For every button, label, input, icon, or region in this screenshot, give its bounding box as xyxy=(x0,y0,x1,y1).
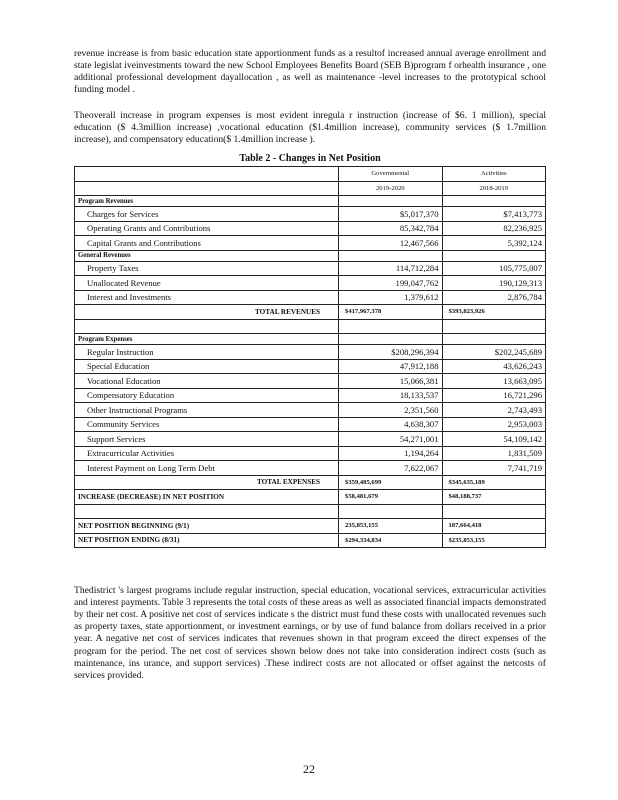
total-expenses-2019-2020: $359,485,699 xyxy=(339,475,442,490)
net-position-beginning-2019-2020: 235,853,155 xyxy=(339,519,442,534)
row-label: Extracurricular Activities xyxy=(75,446,339,461)
page-number: 22 xyxy=(303,762,315,776)
row-value-2018-2019: 2,743,493 xyxy=(442,403,546,418)
net-position-ending-2019-2020: $294,334,834 xyxy=(339,533,442,548)
row-label: Support Services xyxy=(75,432,339,447)
total-revenues-label: TOTAL REVENUES xyxy=(75,305,339,320)
row-value-2018-2019: 1,831,509 xyxy=(442,446,546,461)
section-program-expenses xyxy=(75,334,546,345)
total-expenses-row xyxy=(75,475,546,490)
section-label: Program Expenses xyxy=(75,334,339,345)
row-label: Capital Grants and Contributions xyxy=(75,236,339,251)
row-label: Charges for Services xyxy=(75,207,339,222)
table-row xyxy=(75,221,546,236)
row-value-2019-2020: 85,342,784 xyxy=(339,221,442,236)
row-label: Unallocated Revenue xyxy=(75,276,339,291)
row-value-2018-2019: 105,775,007 xyxy=(442,261,546,276)
row-label: Community Services xyxy=(75,417,339,432)
increase-row xyxy=(75,490,546,505)
row-label: Interest Payment on Long Term Debt xyxy=(75,461,339,476)
total-revenues-2019-2020: $417,967,378 xyxy=(339,305,442,320)
table-year-row xyxy=(75,181,546,196)
table-header-row xyxy=(75,167,546,182)
row-value-2018-2019: $7,413,773 xyxy=(442,207,546,222)
total-expenses-label: TOTAL EXPENSES xyxy=(75,475,339,490)
increase-label: INCREASE (DECREASE) IN NET POSITION xyxy=(75,490,339,505)
row-value-2019-2020: 7,622,067 xyxy=(339,461,442,476)
table-row xyxy=(75,290,546,305)
row-value-2018-2019: $202,245,689 xyxy=(442,345,546,360)
table-row xyxy=(75,417,546,432)
row-value-2018-2019: 43,626,243 xyxy=(442,359,546,374)
net-position-ending-2018-2019: $235,853,155 xyxy=(442,533,546,548)
increase-2018-2019: $48,188,737 xyxy=(442,490,546,505)
table-row xyxy=(75,359,546,374)
net-position-ending-row xyxy=(75,533,546,548)
row-value-2018-2019: 82,236,925 xyxy=(442,221,546,236)
table-row xyxy=(75,236,546,251)
spacer-row xyxy=(75,319,546,334)
row-value-2019-2020: 1,194,264 xyxy=(339,446,442,461)
header-blank xyxy=(75,167,339,182)
table-row xyxy=(75,446,546,461)
net-position-ending-label: NET POSITION ENDING (8/31) xyxy=(75,533,339,548)
row-label: Other Instructional Programs xyxy=(75,403,339,418)
table-row xyxy=(75,374,546,389)
row-value-2019-2020: $208,296,394 xyxy=(339,345,442,360)
row-value-2019-2020: 2,351,560 xyxy=(339,403,442,418)
table-row xyxy=(75,432,546,447)
row-value-2019-2020: 114,712,284 xyxy=(339,261,442,276)
intro-paragraph: revenue increase is from basic education state apportionment funds as a resultof increased annual average enrollment and state legislat iveinvestments toward the new School Employees Benefits Board (SEB B)program f orhealth insurance , one additional professional development dayallocation , as well as maintenance -level increases to the prototypical school funding model . xyxy=(74,47,546,96)
table-row xyxy=(75,276,546,291)
total-revenues-2018-2019: $393,823,926 xyxy=(442,305,546,320)
spacer-row xyxy=(75,504,546,519)
program-revenues-rows xyxy=(75,207,546,251)
row-label: Regular Instruction xyxy=(75,345,339,360)
table-row xyxy=(75,388,546,403)
net-position-table xyxy=(74,166,546,548)
row-value-2019-2020: $5,017,370 xyxy=(339,207,442,222)
table-row xyxy=(75,207,546,222)
table-row xyxy=(75,261,546,276)
program-expenses-paragraph: Theoverall increase in program expenses is most evident inregula r instruction (increase of $6. 1 million), special education ($ 4.3million increase) ,vocational education ($1.4million increase), community services ($ 1.7million increase), and compensatory education($ 1.4million increase ). xyxy=(74,109,546,145)
total-expenses-2018-2019: $345,635,189 xyxy=(442,475,546,490)
row-value-2018-2019: 190,129,313 xyxy=(442,276,546,291)
year-2018-2019: 2018-2019 xyxy=(442,181,546,196)
row-label: Interest and Investments xyxy=(75,290,339,305)
row-value-2018-2019: 13,663,095 xyxy=(442,374,546,389)
row-label: Operating Grants and Contributions xyxy=(75,221,339,236)
row-value-2019-2020: 4,638,307 xyxy=(339,417,442,432)
row-value-2019-2020: 1,379,612 xyxy=(339,290,442,305)
increase-2019-2020: $58,481,679 xyxy=(339,490,442,505)
table-title: Table 2 - Changes in Net Position xyxy=(239,153,381,164)
net-position-beginning-label: NET POSITION BEGINNING (9/1) xyxy=(75,519,339,534)
section-label: Program Revenues xyxy=(75,196,339,207)
row-value-2018-2019: 7,741,719 xyxy=(442,461,546,476)
row-label: Compensatory Education xyxy=(75,388,339,403)
row-value-2019-2020: 18,133,537 xyxy=(339,388,442,403)
row-label: Vocational Education xyxy=(75,374,339,389)
table-row xyxy=(75,461,546,476)
row-value-2019-2020: 54,271,001 xyxy=(339,432,442,447)
section-program-revenues xyxy=(75,196,546,207)
row-label: Special Education xyxy=(75,359,339,374)
row-value-2019-2020: 12,467,566 xyxy=(339,236,442,251)
largest-programs-paragraph: Thedistrict 's largest programs include regular instruction, special education, vocational services, extracurricular activities and interest payments. Table 3 represents the total costs of these areas as well as associated financial impacts demonstrated by their net cost. A positive net cost of services indicate s the district must fund these costs with unallocated revenues such as property taxes, state apportionment, or investment earnings, or by use of fund balance from dollars received in a prior year. A negative net cost of services indicates that revenues shown in that program exceed the direct expenses of the program for the period. The net cost of services shown below does not take into consideration indirect costs (such as maintenance, ins urance, and support services) .These indirect costs are not allocated or offset against the netcosts of services provided. xyxy=(74,584,546,682)
row-value-2019-2020: 15,066,381 xyxy=(339,374,442,389)
table-row xyxy=(75,403,546,418)
year-2019-2020: 2019-2020 xyxy=(339,181,442,196)
row-label: Property Taxes xyxy=(75,261,339,276)
col-group-activities: Activities xyxy=(442,167,546,182)
program-expenses-rows xyxy=(75,345,546,476)
net-position-beginning-2018-2019: 187,664,418 xyxy=(442,519,546,534)
col-group-governmental: Governmental xyxy=(339,167,442,182)
total-revenues-row xyxy=(75,305,546,320)
section-general-revenues xyxy=(75,250,546,261)
row-value-2019-2020: 47,912,188 xyxy=(339,359,442,374)
row-value-2018-2019: 2,953,003 xyxy=(442,417,546,432)
row-value-2019-2020: 199,047,762 xyxy=(339,276,442,291)
row-value-2018-2019: 5,392,124 xyxy=(442,236,546,251)
row-value-2018-2019: 54,109,142 xyxy=(442,432,546,447)
net-position-beginning-row xyxy=(75,519,546,534)
section-label: General Revenues xyxy=(75,250,339,261)
general-revenues-rows xyxy=(75,261,546,305)
row-value-2018-2019: 16,721,296 xyxy=(442,388,546,403)
table-row xyxy=(75,345,546,360)
row-value-2018-2019: 2,876,784 xyxy=(442,290,546,305)
